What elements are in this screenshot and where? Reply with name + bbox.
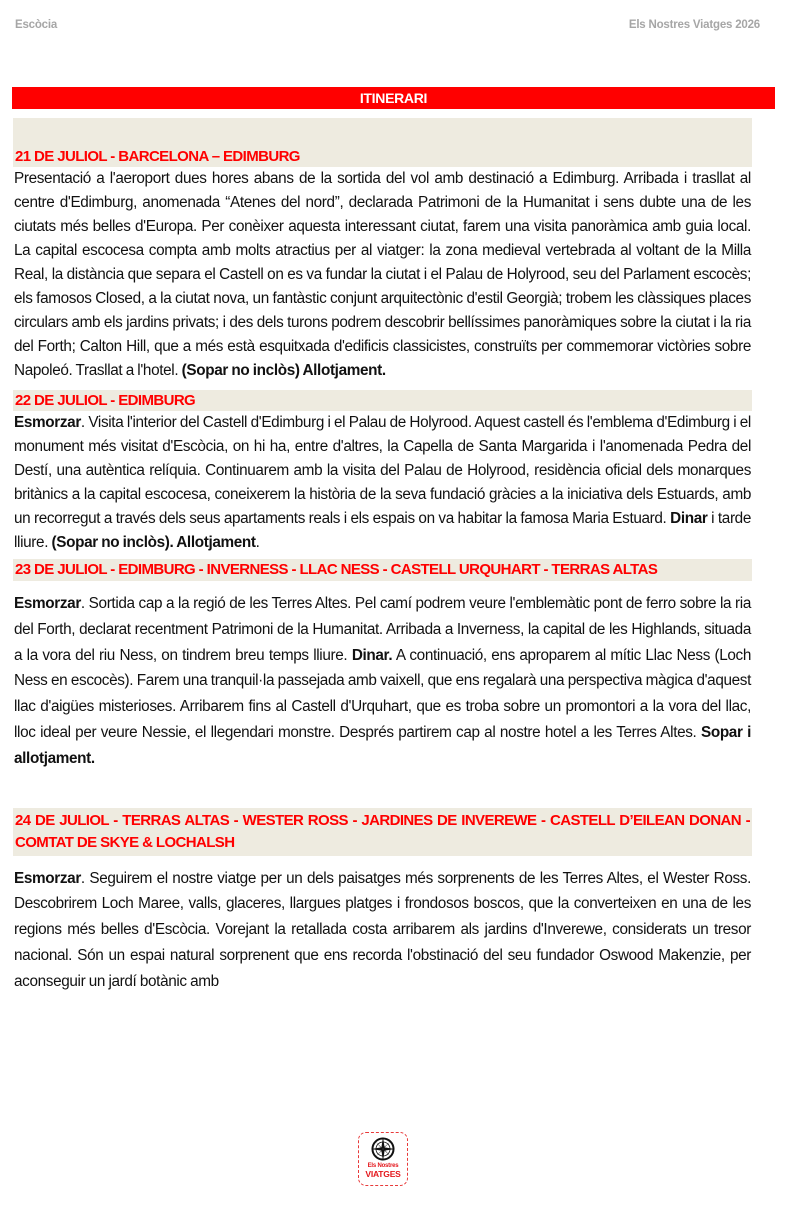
itinerary-title: ITINERARI: [359, 90, 428, 106]
day-description-4: [13, 866, 752, 995]
day-meals-1: (Sopar no inclòs) Allotjament.: [181, 362, 386, 379]
day-title-2: 22 DE JULIOL - EDIMBURG: [15, 392, 196, 409]
day-breakfast-3: Esmorzar: [14, 595, 81, 612]
day-meals-2: (Sopar no inclòs). Allotjament: [51, 534, 256, 551]
day-text-4: . Seguirem el nostre viatge per un dels paisatges més sorprenents de les Terres Altes, el Wester Ross. Descobrirem Loch Maree, valls, glaceres, llargues platges i frondosos boscos, que la converteixen en una de les regions més belles d'Escòcia. Vorejant la retallada costa arribarem als jardins d'Inverewe, considerats un tresor nacional. Són un espai natural sorprenent que ens recorda l'obstinació del seu fundador Oswood Makenzie, per aconseguir un jardí botànic amb: [14, 869, 751, 990]
day-breakfast-2: Esmorzar: [14, 414, 81, 431]
day-text-3: . Sortida cap a la regió de les Terres Altes. Pel camí podrem veure l'emblemàtic pont de ferro sobre la ria del Forth, declarat recentment Patrimoni de la Humanitat. Arribada a Inverness, la capital de les Highlands, situada a la vora del riu Ness, on tindrem breu temps lliure.: [14, 595, 751, 664]
day-text-1: Presentació a l'aeroport dues hores abans de la sortida del vol amb destinació a Edimburg. Arribada i trasllat al centre d'Edimburg, anomenada “Atenes del nord”, declarada Patrimoni de la Humanitat i sens dubte una de les ciutats més belles d'Europa. Per conèixer aquesta interessant ciutat, farem una visita panoràmica amb guia local. La capital escocesa compta amb molts atractius per al viatger: la zona medieval vertebrada al voltant de la Milla Real, la distància que separa el Castell on es va fundar la ciutat i el Palau de Holyrood, seu del Parlament escocès; els famosos Closed, a la ciutat nova, un fantàstic conjunt arquitectònic d'estil Georgià; trobem les clàssiques places circulars amb els jardins privats; i des dels turons podrem descobrir bellíssimes panoràmiques sobre la ciutat i la ria del Forth; Calton Hill, que a més està esquitxada d'edificis classicistes, construïts per commemorar victòries sobre Napoleó. Trasllat a l'hotel.: [14, 170, 751, 379]
day-text-2c: .: [255, 534, 260, 551]
logo-text-line2: VIATGES: [365, 1169, 401, 1179]
header-destination: Escòcia: [15, 19, 58, 31]
day-text-2: . Visita l'interior del Castell d'Edimburg i el Palau de Holyrood. Aquest castell és l'emblema d'Edimburg i el monument més visitat d'Escòcia, on hi ha, entre d'altres, la Capella de Santa Margarida i l'anomenada Pedra del Destí, una autèntica relíquia. Continuarem amb la visita del Palau de Holyrood, residència oficial dels monarques britànics a la capital escocesa, coneixerem la història de la seva fundació gràcies a la iniciativa dels Estuards, amb un recorregut a través dels seus apartaments reals i els espais on va habitar la famosa Maria Estuard.: [14, 414, 751, 527]
day-heading-4: [13, 808, 752, 856]
day-meals-3: Sopar i allotjament.: [14, 723, 751, 767]
day-text-3b: A continuació, ens aproparem al mític Llac Ness (Loch Ness en escocès). Farem una tranquil·la passejada amb vaixell, que ens regalarà una perspectiva màgica d'aquest llac d'aigües misterioses. Arribarem fins al Castell d'Urquhart, que es troba sobre un promontori a la vora del llac, lloc ideal per veure Nessie, el llegendari monstre. Després partirem cap al nostre hotel a les Terres Altes.: [14, 646, 752, 741]
day-title-4: 24 DE JULIOL - TERRAS ALTAS - WESTER ROSS - JARDINES DE INVEREWE - CASTELL D’EILEAN DONAN - COMTAT DE SKYE & LOCHALSH: [15, 811, 750, 851]
day-text-2b: i tarde lliure.: [14, 510, 752, 551]
brand-logo: [358, 1132, 408, 1186]
header-brand-year: Els Nostres Viatges 2026: [628, 19, 760, 31]
day-heading-1: [13, 118, 752, 167]
itinerary-title-bar: [12, 87, 775, 109]
itinerary-content: [13, 118, 752, 995]
day-lunch-3: Dinar.: [351, 646, 393, 664]
day-breakfast-4: Esmorzar: [14, 869, 81, 887]
day-description-3: [13, 591, 752, 772]
day-description-2: [13, 411, 752, 555]
day-heading-2: [13, 390, 752, 411]
day-description-1: [13, 167, 752, 383]
page-header: [15, 19, 760, 31]
day-title-1: 21 DE JULIOL - BARCELONA – EDIMBURG: [15, 148, 300, 165]
day-lunch-2: Dinar: [670, 510, 708, 527]
day-heading-3: [13, 559, 752, 581]
logo-text-line1: Els Nostres: [367, 1163, 399, 1169]
day-title-3: 23 DE JULIOL - EDIMBURG - INVERNESS - LLAC NESS - CASTELL URQUHART - TERRAS ALTAS: [15, 561, 658, 578]
compass-rose-icon: [370, 1136, 396, 1162]
